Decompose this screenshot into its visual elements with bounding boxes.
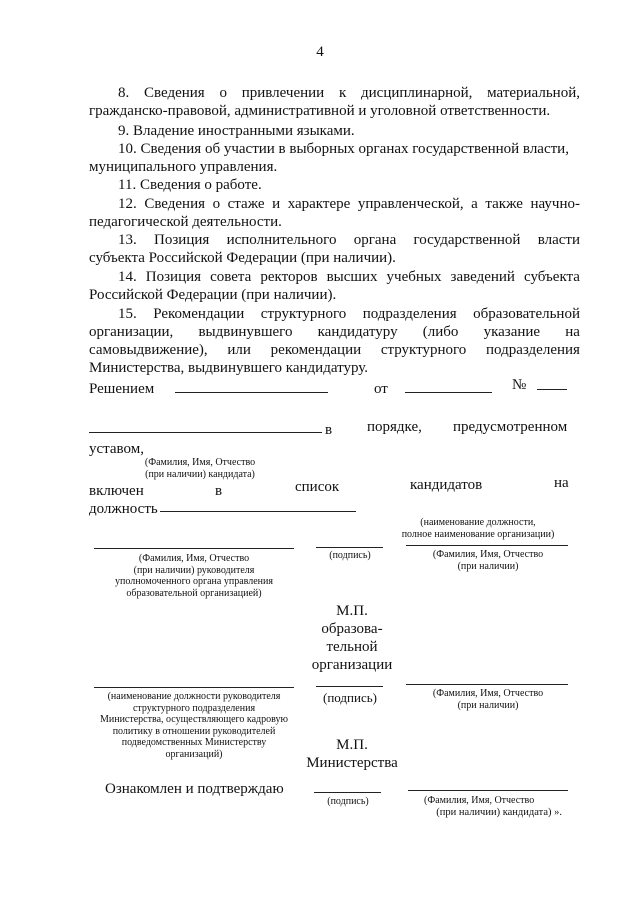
number-blank[interactable] xyxy=(537,389,567,390)
word: структурного xyxy=(260,306,347,322)
signature-blank-1[interactable] xyxy=(316,547,383,548)
word: Позиция xyxy=(145,269,202,285)
page-number: 4 xyxy=(316,44,324,60)
word: образовательной xyxy=(473,306,580,322)
oznakomlen-label: Ознакомлен и подтверждаю xyxy=(105,781,284,797)
word: к xyxy=(338,85,347,101)
item-10-line-2: муниципального управления. xyxy=(89,159,278,175)
word: научно- xyxy=(530,196,580,212)
word: выдвинувшего xyxy=(198,324,293,340)
word: Рекомендации xyxy=(153,306,245,322)
date-blank[interactable] xyxy=(405,392,492,393)
word: о xyxy=(212,196,221,212)
item-15-line-1 xyxy=(118,305,580,323)
fio-blank-2[interactable] xyxy=(406,684,568,685)
item-13-line-1 xyxy=(118,231,580,249)
word: указание xyxy=(483,324,541,340)
dolzhnost-label: должность xyxy=(89,501,158,517)
word: 8. xyxy=(118,85,130,101)
word: также xyxy=(485,196,523,212)
item-12-line-1 xyxy=(118,195,580,213)
na-label: на xyxy=(554,475,569,491)
word: организации, xyxy=(89,324,174,340)
candidate-fio-hint: (Фамилия, Имя, Отчество (при наличии) кандидата) xyxy=(144,457,256,480)
signature-blank-3[interactable] xyxy=(314,792,381,793)
predusmotrennom-label: предусмотренном xyxy=(453,419,568,435)
item-13-line-2: субъекта Российской Федерации (при наличии). xyxy=(89,250,396,266)
head-fio-hint: (Фамилия, Имя, Отчество (при наличии) руководителя уполномоченного органа управления образовательной организацией) xyxy=(115,553,273,599)
item-9-line-1: 9. Владение иностранными языками. xyxy=(118,123,355,139)
word: о xyxy=(219,85,227,101)
signature-hint-2: (подпись) xyxy=(323,690,377,705)
word: Сведения xyxy=(144,85,205,101)
item-8-line-1 xyxy=(118,84,580,102)
word: Сведения xyxy=(144,196,206,212)
signature-blank-2[interactable] xyxy=(316,686,383,687)
word: привлечении xyxy=(241,85,325,101)
word: а xyxy=(471,196,478,212)
word: материальной, xyxy=(487,85,580,101)
poryadke-label: порядке, xyxy=(367,419,422,435)
word: власти xyxy=(537,232,580,248)
word: и xyxy=(272,196,281,212)
word: исполнительного xyxy=(226,232,337,248)
word: Позиция xyxy=(154,232,210,248)
word: рекомендации xyxy=(270,342,362,358)
seal-organization: М.П. образова- тельной организации xyxy=(311,603,393,673)
word: или xyxy=(227,342,251,358)
item-10-line-1: 10. Сведения об участии в выборных органах государственной власти, xyxy=(118,141,569,157)
seal-ministry: М.П. Министерства xyxy=(306,737,398,771)
fio-hint-3: (Фамилия, Имя, Отчество (при наличии) кандидата) ». xyxy=(424,795,562,818)
word: стаже xyxy=(227,196,265,212)
word: учебных xyxy=(386,269,442,285)
signature-hint-3: (подпись) xyxy=(327,796,369,807)
ot-label: от xyxy=(374,381,388,397)
word: 14. xyxy=(118,269,137,285)
resheniem-label: Решением xyxy=(89,381,155,397)
word: управленческой, xyxy=(357,196,464,212)
word: на xyxy=(565,324,580,340)
head-name-blank[interactable] xyxy=(94,548,294,549)
item-15-line-4: Министерства, выдвинувшего кандидатуру. xyxy=(89,360,369,376)
word: ректоров xyxy=(260,269,318,285)
fio-blank-3[interactable] xyxy=(408,790,568,791)
item-15-line-3 xyxy=(89,341,580,359)
fio-hint-1: (Фамилия, Имя, Отчество (при наличии) xyxy=(432,549,544,572)
word: заведений xyxy=(450,269,515,285)
word: 13. xyxy=(118,232,137,248)
word: самовыдвижение), xyxy=(89,342,208,358)
word: подразделения xyxy=(486,342,580,358)
word: дисциплинарной, xyxy=(361,85,473,101)
item-12-line-2: педагогической деятельности. xyxy=(89,214,282,230)
v-label: в xyxy=(325,422,333,438)
word: подразделения xyxy=(362,306,457,322)
word: высших xyxy=(326,269,378,285)
word: характере xyxy=(287,196,351,212)
word: кандидатуру xyxy=(317,324,398,340)
item-15-line-2 xyxy=(89,323,580,341)
word: 15. xyxy=(118,306,137,322)
word: органа xyxy=(353,232,397,248)
fio-hint-2: (Фамилия, Имя, Отчество (при наличии) xyxy=(432,688,544,711)
authority-blank-2[interactable] xyxy=(89,432,322,433)
item-14-line-2: Российской Федерации (при наличии). xyxy=(89,287,337,303)
vklyuchen-label: включен xyxy=(89,483,144,499)
ministry-position-blank[interactable] xyxy=(94,687,294,688)
word: совета xyxy=(210,269,252,285)
item-11-line-1: 11. Сведения о работе. xyxy=(118,177,262,193)
kandidatov-label: кандидатов xyxy=(410,477,483,493)
ministry-position-hint: (наименование должности руководителя структурного подразделения Министерства, осуществляющего кадровую политику в отношении руководителей подведомственных Министерству организаций) xyxy=(99,691,288,760)
v2-label: в xyxy=(215,483,223,499)
number-sign: № xyxy=(512,377,527,393)
word: государственной xyxy=(413,232,521,248)
item-8-line-2: гражданско-правовой, административной и уголовной ответственности. xyxy=(89,103,551,119)
word: структурного xyxy=(380,342,467,358)
ustavom-label: уставом, xyxy=(89,441,144,457)
authority-blank[interactable] xyxy=(175,392,328,393)
fio-blank-1[interactable] xyxy=(406,545,568,546)
item-14-line-1 xyxy=(118,268,580,286)
position-blank[interactable] xyxy=(160,511,356,512)
word: 12. xyxy=(118,196,137,212)
word: субъекта xyxy=(524,269,580,285)
spisok-label: список xyxy=(295,479,340,495)
signature-hint-1: (подпись) xyxy=(329,550,371,561)
position-hint: (наименование должности, полное наименование организации) xyxy=(401,517,555,540)
word: (либо xyxy=(422,324,459,340)
